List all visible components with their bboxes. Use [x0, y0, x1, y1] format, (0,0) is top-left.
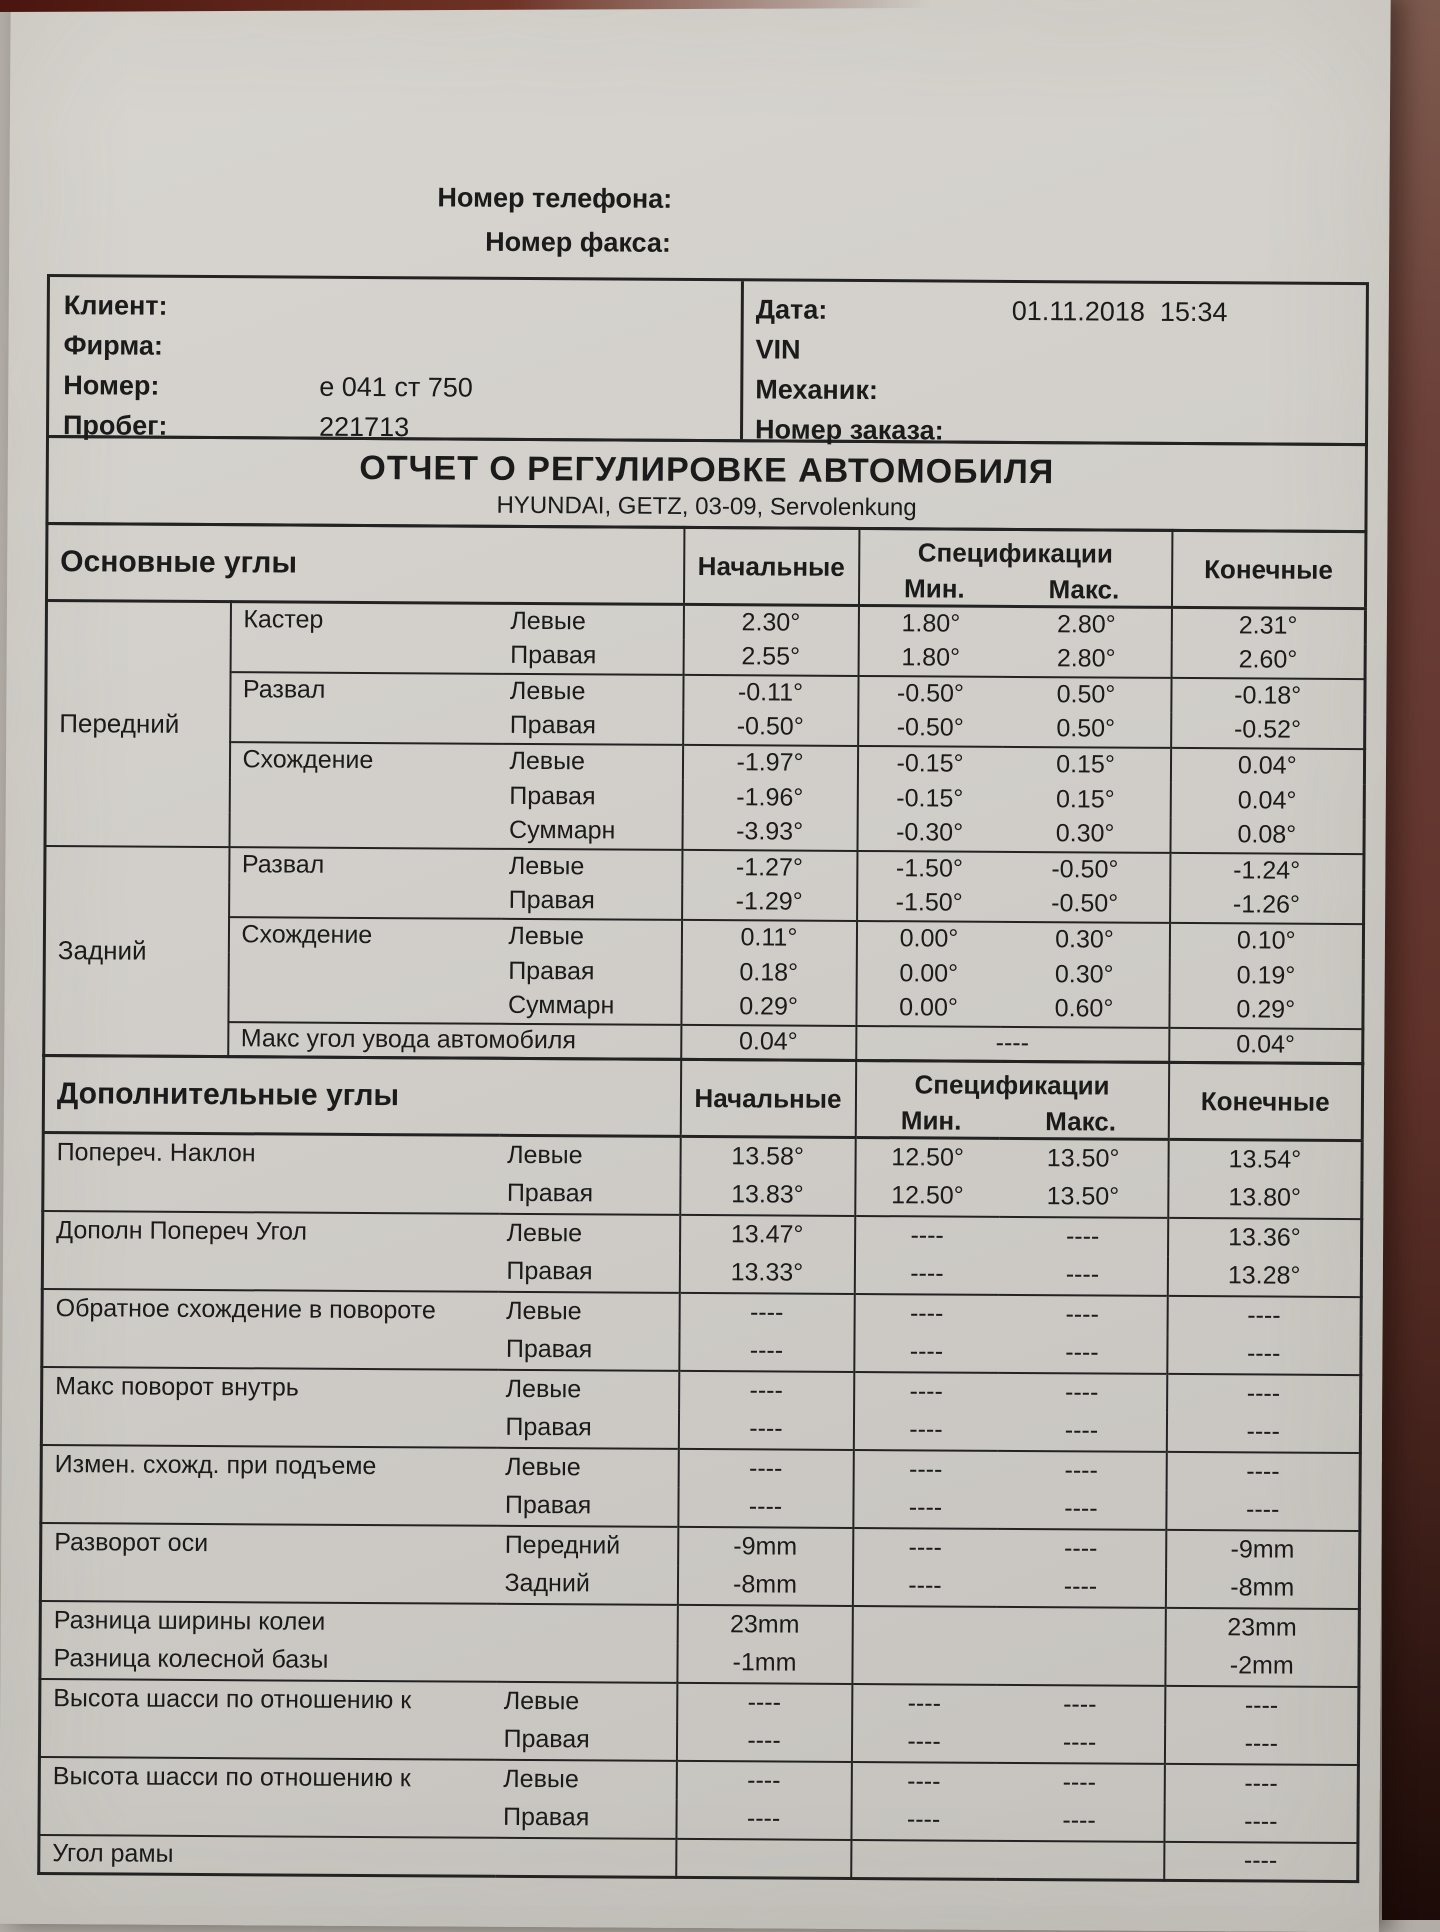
- firm-label: Фирма:: [63, 330, 164, 361]
- cell-spec: [852, 1644, 1165, 1685]
- cell-max: 2.80°: [1002, 606, 1171, 642]
- cell-max: 0.30°: [1001, 816, 1170, 852]
- cell-final: 23mm: [1165, 1607, 1359, 1647]
- cell-max: ----: [995, 1801, 1164, 1841]
- main-angles-table: [42, 522, 1367, 1065]
- cell-initial: 0.04°: [681, 1024, 856, 1060]
- cell-min: ----: [852, 1683, 996, 1723]
- param-label: [39, 1718, 495, 1760]
- cell-initial: ----: [679, 1331, 854, 1371]
- side-label: Левые: [497, 1447, 678, 1487]
- cell-final: 0.29°: [1236, 995, 1296, 1024]
- cell-final: ----: [1167, 1295, 1361, 1335]
- cell-initial: ----: [678, 1487, 853, 1527]
- side-label: Правая: [498, 1252, 679, 1292]
- client-info-right: [743, 281, 1366, 446]
- cell-final: ----: [1164, 1841, 1358, 1881]
- param-label: [43, 1172, 499, 1214]
- param-label: Разница колесной базы: [40, 1640, 677, 1683]
- fax-label: Номер факса:: [485, 226, 672, 258]
- param-label: [228, 987, 500, 1024]
- cell-final: 13.36°: [1168, 1217, 1362, 1257]
- cell-final: -9mm: [1166, 1529, 1360, 1569]
- cell-final: -0.52°: [1233, 715, 1302, 744]
- photo-background-edge: [1382, 0, 1440, 1920]
- cell-max: 0.30°: [1000, 956, 1169, 992]
- mechanic-row: [755, 369, 1365, 413]
- cell-initial: -1.29°: [682, 884, 857, 920]
- param-label: Макс угол увода автомобиля: [228, 1022, 681, 1060]
- cell-initial: ----: [678, 1448, 853, 1488]
- cell-min: ----: [854, 1371, 998, 1411]
- side-label: Правая: [497, 1408, 678, 1448]
- param-label: Угол рамы: [39, 1835, 676, 1878]
- group-label-rear: Задний: [44, 846, 229, 1057]
- cell-max: ----: [995, 1723, 1164, 1763]
- cell-max: ----: [996, 1684, 1165, 1724]
- param-label: Развал: [229, 847, 501, 884]
- side-label: Левые: [495, 1759, 676, 1799]
- cell-final: 0.08°: [1237, 820, 1297, 849]
- cell-initial: 13.47°: [680, 1214, 855, 1254]
- param-label: Кастер: [230, 602, 502, 639]
- date-row: [756, 289, 1366, 333]
- cell-min: ----: [853, 1449, 997, 1489]
- cell-spec: ----: [856, 1025, 1169, 1062]
- cell-max: 2.80°: [1002, 641, 1171, 677]
- side-label: Левые: [499, 1213, 680, 1253]
- cell-initial: 2.55°: [683, 639, 858, 675]
- cell-min: 12.50°: [855, 1137, 999, 1177]
- cell-max: ----: [996, 1567, 1165, 1607]
- param-label: Развал: [230, 672, 502, 709]
- cell-min: 12.50°: [891, 1181, 964, 1210]
- spec-label: Спецификации: [917, 537, 1113, 569]
- side-label: Правая: [500, 953, 681, 989]
- cell-initial: [676, 1838, 851, 1878]
- param-label: [229, 812, 501, 849]
- cell-min: ----: [906, 1805, 941, 1834]
- side-label: Правая: [501, 778, 682, 814]
- col-header-min: Мин.: [904, 573, 965, 604]
- side-label: Задний: [496, 1564, 677, 1604]
- cell-initial: -1.97°: [682, 744, 857, 780]
- vin-label: VIN: [755, 334, 801, 365]
- param-label: [229, 777, 501, 814]
- additional-table-header: [43, 1056, 1362, 1141]
- side-label: Правая: [501, 883, 682, 919]
- side-label: Правая: [497, 1486, 678, 1526]
- side-label: Правая: [499, 1174, 680, 1214]
- cell-initial: 2.30°: [683, 604, 858, 640]
- cell-max: ----: [998, 1294, 1167, 1334]
- col-header-initial: Начальные: [680, 1059, 855, 1137]
- cell-max: ----: [998, 1255, 1167, 1295]
- side-label: Суммарн: [500, 988, 681, 1024]
- phone-label: Номер телефона:: [437, 182, 673, 214]
- cell-final: 0.04°: [1237, 785, 1297, 815]
- mileage-value: 221713: [318, 411, 410, 443]
- cell-min: -1.50°: [857, 850, 1001, 886]
- side-label: Левые: [498, 1369, 679, 1409]
- cell-min: 0.00°: [899, 993, 958, 1022]
- param-label: Разворот оси: [41, 1523, 497, 1565]
- cell-initial: -3.93°: [682, 814, 857, 850]
- cell-spec: [851, 1839, 1164, 1880]
- report-title: ОТЧЕТ О РЕГУЛИРОВКЕ АВТОМОБИЛЯ: [359, 448, 1055, 492]
- firm-row: [63, 325, 740, 369]
- cell-final: 2.60°: [1238, 645, 1298, 674]
- cell-max: 0.30°: [1000, 921, 1169, 957]
- param-label: [230, 637, 502, 674]
- cell-initial: ----: [676, 1799, 851, 1839]
- side-label: Левые: [498, 1291, 679, 1331]
- cell-min: 1.80°: [858, 605, 1002, 641]
- cell-final: ----: [1166, 1451, 1360, 1491]
- cell-min: -0.50°: [896, 713, 964, 742]
- minmax-row: [862, 1105, 1161, 1138]
- cell-initial: 0.11°: [681, 919, 856, 955]
- side-label: Левые: [502, 603, 683, 639]
- cell-min: ----: [855, 1215, 999, 1255]
- number-row: [63, 365, 740, 409]
- mechanic-label: Механик:: [755, 374, 879, 406]
- param-label: [42, 1328, 498, 1370]
- cell-max: -0.50°: [1001, 886, 1170, 922]
- date-label: Дата:: [755, 294, 828, 325]
- cell-initial: 13.83°: [680, 1175, 855, 1215]
- side-label: Правая: [495, 1798, 676, 1838]
- cell-initial: -9mm: [678, 1526, 853, 1566]
- col-header-spec: [855, 1060, 1168, 1139]
- side-label: Левые: [496, 1681, 677, 1721]
- cell-max: ----: [998, 1372, 1167, 1412]
- cell-final: 0.04°: [1170, 747, 1364, 783]
- mileage-label: Пробег:: [62, 410, 168, 441]
- cell-final: 13.54°: [1168, 1139, 1362, 1179]
- minmax-row: [866, 573, 1165, 606]
- cell-final: 0.10°: [1169, 922, 1363, 958]
- cell-initial: ----: [678, 1409, 853, 1449]
- cell-final: -0.18°: [1171, 677, 1365, 713]
- param-label: Разница ширины колеи: [40, 1601, 677, 1644]
- cell-initial: ----: [677, 1682, 852, 1722]
- col-header-initial: Начальные: [684, 527, 859, 605]
- side-label: Левые: [501, 743, 682, 779]
- cell-final: ----: [1244, 1729, 1279, 1758]
- cell-min: ----: [909, 1337, 944, 1366]
- side-label: Левые: [499, 1135, 680, 1175]
- cell-initial: -1.96°: [682, 779, 857, 815]
- client-label: Клиент:: [63, 290, 168, 321]
- cell-max: 0.15°: [1001, 781, 1170, 817]
- vehicle-subtitle: HYUNDAI, GETZ, 03-09, Servolenkung: [496, 491, 917, 522]
- side-label: Правая: [498, 1330, 679, 1370]
- mileage-row: [63, 405, 740, 449]
- cell-final: 0.04°: [1169, 1027, 1363, 1063]
- cell-min: ----: [851, 1761, 995, 1801]
- side-label: Правая: [495, 1720, 676, 1760]
- cell-max: ----: [997, 1411, 1166, 1451]
- side-label: Передний: [497, 1525, 678, 1565]
- cell-min: -0.30°: [896, 818, 964, 847]
- cell-final: ----: [1245, 1495, 1280, 1524]
- col-header-final: Конечные: [1172, 530, 1366, 608]
- cell-spec: [852, 1605, 1165, 1646]
- param-label: Обратное схождение в повороте: [42, 1289, 498, 1331]
- cell-initial: ----: [676, 1721, 851, 1761]
- cell-initial: -8mm: [677, 1565, 852, 1605]
- param-label: Попереч. Наклон: [43, 1133, 499, 1175]
- param-label: [40, 1562, 496, 1604]
- cell-initial: -0.50°: [683, 709, 858, 745]
- cell-max: ----: [997, 1528, 1166, 1568]
- param-label: Макс поворот внутрь: [42, 1367, 498, 1409]
- param-label: [42, 1250, 498, 1292]
- cell-final: -8mm: [1230, 1573, 1295, 1602]
- section-title-main: Основные углы: [47, 524, 684, 605]
- side-label: Правая: [502, 638, 683, 674]
- param-label: Дополн Попереч Угол: [43, 1211, 499, 1253]
- cell-min: -0.15°: [857, 745, 1001, 781]
- cell-min: ----: [909, 1415, 943, 1444]
- col-header-final: Конечные: [1168, 1062, 1362, 1140]
- cell-final: -1.26°: [1232, 890, 1301, 919]
- cell-final: ----: [1167, 1373, 1361, 1413]
- order-row: [755, 409, 1365, 453]
- cell-final: 13.28°: [1227, 1261, 1301, 1290]
- cell-max: -0.50°: [1001, 851, 1170, 887]
- param-label: [41, 1484, 497, 1526]
- order-label: Номер заказа:: [754, 414, 944, 446]
- side-label: Левые: [502, 673, 683, 709]
- cell-max: ----: [997, 1489, 1166, 1529]
- cell-initial: 0.18°: [681, 954, 856, 990]
- param-label: Высота шасси по отношению к: [39, 1757, 495, 1799]
- param-label: [230, 707, 502, 744]
- col-header-spec: [859, 528, 1172, 607]
- side-label: Суммарн: [501, 813, 682, 849]
- param-label: [41, 1406, 497, 1448]
- side-label: Левые: [500, 918, 681, 954]
- param-label: Схождение: [228, 917, 500, 954]
- cell-final: ----: [1246, 1339, 1281, 1368]
- param-label: [39, 1796, 495, 1838]
- cell-initial: 13.33°: [679, 1253, 854, 1293]
- cell-min: ----: [908, 1493, 943, 1522]
- cell-min: ----: [910, 1259, 944, 1288]
- cell-final: ----: [1164, 1763, 1358, 1803]
- param-label: Высота шасси по отношению к: [40, 1679, 496, 1721]
- client-row: [64, 285, 741, 329]
- cell-final: 2.31°: [1171, 607, 1365, 643]
- cell-initial: -1.27°: [682, 849, 857, 885]
- spec-label: Спецификации: [914, 1069, 1110, 1101]
- cell-max: ----: [997, 1450, 1166, 1490]
- param-label: [228, 952, 500, 989]
- cell-initial: 23mm: [677, 1604, 852, 1644]
- main-table-header: [47, 524, 1366, 609]
- cell-max: ----: [999, 1216, 1168, 1256]
- cell-initial: -1mm: [677, 1643, 852, 1683]
- cell-max: ----: [998, 1333, 1167, 1373]
- date-value: 01.11.2018 15:34: [1011, 295, 1228, 328]
- client-info-left: [49, 277, 744, 443]
- cell-final: ----: [1246, 1417, 1280, 1446]
- cell-final: ----: [1244, 1807, 1278, 1836]
- side-label: Правая: [502, 708, 683, 744]
- cell-final: 13.80°: [1228, 1183, 1302, 1212]
- cell-final: ----: [1165, 1685, 1359, 1725]
- cell-max: ----: [995, 1762, 1164, 1802]
- cell-final: -2mm: [1229, 1651, 1294, 1680]
- param-label: Измен. схожд. при подъеме: [41, 1445, 497, 1487]
- cell-max: 13.50°: [999, 1138, 1168, 1178]
- cell-min: -1.50°: [895, 888, 963, 917]
- number-label: Номер:: [63, 370, 160, 401]
- cell-min: ----: [908, 1571, 942, 1600]
- cell-max: 0.60°: [1000, 991, 1169, 1027]
- cell-min: 1.80°: [901, 643, 961, 672]
- cell-max: 0.50°: [1002, 676, 1171, 712]
- cell-min: ----: [853, 1527, 997, 1567]
- cell-initial: 13.58°: [680, 1136, 855, 1176]
- vin-row: [755, 329, 1365, 373]
- cell-max: 13.50°: [999, 1177, 1168, 1217]
- cell-min: -0.50°: [858, 675, 1002, 711]
- cell-initial: ----: [679, 1292, 854, 1332]
- cell-initial: ----: [676, 1760, 851, 1800]
- document-body: [37, 274, 1369, 1883]
- cell-initial: 0.29°: [681, 989, 856, 1025]
- param-label: Схождение: [229, 742, 501, 779]
- cell-min: ----: [854, 1293, 998, 1333]
- additional-angles-table: [37, 1054, 1364, 1883]
- col-header-min: Мин.: [900, 1105, 962, 1136]
- client-info-box: [46, 274, 1369, 446]
- cell-max: 0.15°: [1001, 746, 1170, 782]
- cell-min: ----: [907, 1727, 941, 1756]
- cell-min: 0.00°: [856, 920, 1000, 956]
- param-label: [229, 882, 501, 919]
- number-value: е 041 ст 750: [319, 371, 473, 403]
- cell-initial: -0.11°: [683, 674, 858, 710]
- side-label: Левые: [501, 848, 682, 884]
- cell-final: -1.24°: [1170, 852, 1364, 888]
- cell-min: 0.00°: [899, 958, 959, 988]
- col-header-max: Макс.: [1048, 574, 1120, 605]
- cell-final: 0.19°: [1236, 960, 1296, 990]
- table-row: [39, 1835, 1358, 1882]
- cell-min: -0.15°: [896, 783, 964, 813]
- col-header-max: Макс.: [1045, 1106, 1117, 1137]
- section-title-additional: Дополнительные углы: [43, 1056, 680, 1137]
- cell-max: 0.50°: [1002, 711, 1171, 747]
- group-label-front: Передний: [45, 601, 230, 847]
- cell-initial: ----: [679, 1370, 854, 1410]
